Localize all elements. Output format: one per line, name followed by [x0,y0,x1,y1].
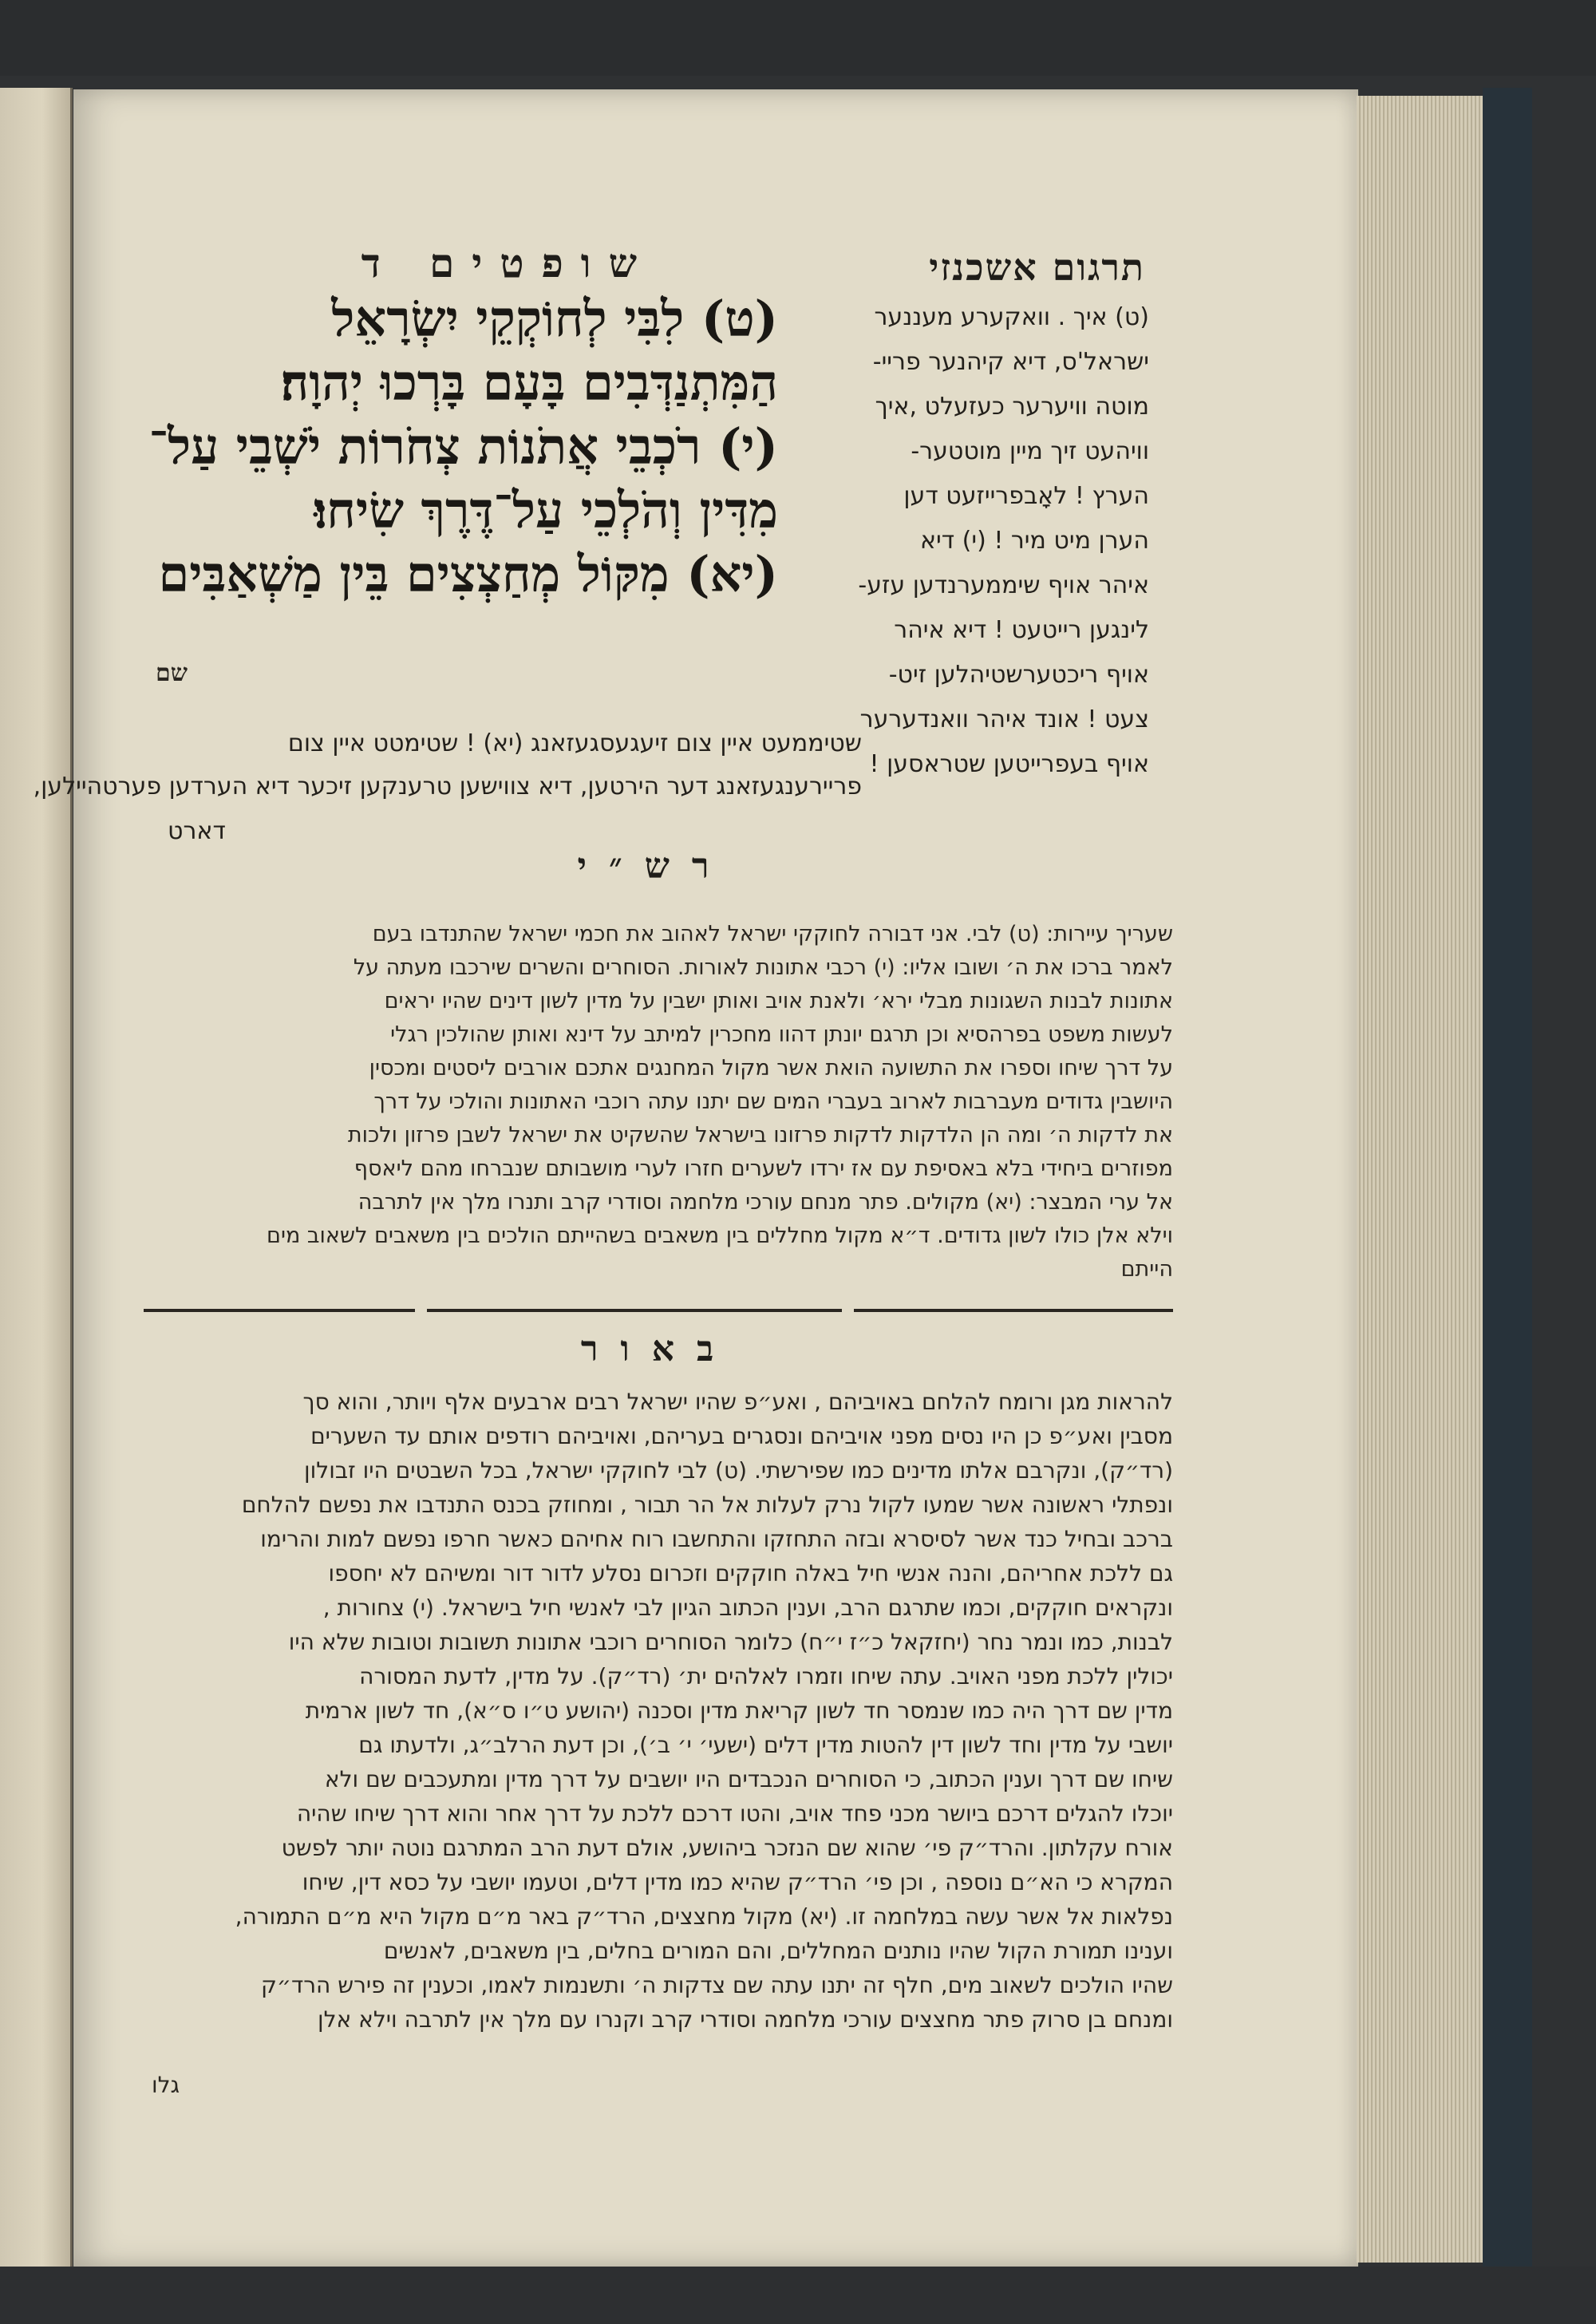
divider-segment [427,1309,842,1312]
targum-cont-line: פריירענגעזאנג דער הירטען, דיא צווישען טרענקען זיכער דיא הערדען פערטהיילען, [33,773,862,800]
biur-line: (רד״ק), ונקרבם אלתו מדינים כמו שפירשתי. (ט) לבי לחוקקי ישראל, בכל השבטים היו זבולון [304,1457,1173,1484]
biur-line: יכולין ללכת מפני האויב. עתה שיחו וזמרו לאלהים ית׳ (רד״ק). על מדין, לדעת המסורה [359,1663,1173,1690]
biur-commentary [144,1385,1173,2223]
verse-block [140,287,778,678]
targum-line: אויף בעפרייטען שטראסען ! [869,750,1149,778]
rashi-line: שעריך עיירות: (ט) לבי. אני דבורה לחוקקי ישראל לאהוב את חכמי ישראל שהתנדבו בעם [372,922,1173,947]
biur-line: נפלאות אל אשר עשה במלחמה זו. (יא) מקול מחצצים, הרד״ק באר מ״ם מקול היא מ״ם התמורה, [235,1903,1173,1930]
rashi-line: היושבין גדודים מעברבות לארוב בעברי המים שם יתנו עתה רוכבי האתונות והולכי על דרך [373,1089,1173,1114]
biur-line: גם ללכת אחריהם, והנה אנשי חיל באלה חוקקים וזכרום נסלע לדור דור ומשיהם לא יחספו [328,1560,1173,1587]
biur-line: מדין שם דרך היה כמו שנמסר חד לשון קריאת מדין וסכנה (יהושע ט״ו ס״א), חד לשון ארמית [305,1698,1173,1724]
scanner-background-bottom [0,2267,1596,2324]
targum-column-title: תרגום אשכנזי [929,246,1145,289]
rashi-line: מפוזרים ביחידי בלא באסיפת עם אז ירדו לשערים חזרו לערי מושבותם שנברחו מהם ליאסף [354,1156,1173,1181]
biur-line: ונפתלי ראשונה אשר שמעו לקול נרק לעלות אל הר תבור , ומחוזק בכנס התנדבו את נפשם להלחם [241,1492,1173,1518]
section-divider [144,1309,1173,1314]
biur-line: יושבי על מדין וחד לשון דין להטות מדין דלים (ישעי׳ י׳ ב׳), וכן דעת הרלב״ג, ולדעתו גם [358,1732,1173,1758]
biur-line: ומנחם בן סרוק פתר מחצצים עורכי מלחמה וסודרי קרב וקנרו עם מלך אין לתרבה וילא אלן [318,2006,1173,2033]
biur-line: ברכב ובחיל כנד אשר לסיסרא ובזה התחזקו והתחשבו רוח אחיהם כאשר חרפו נפשם למות והרימו [260,1526,1173,1552]
verse-line: (ט) לִבִּי לְחוֹקְקֵי יִשְׂרָאֵל [331,290,778,348]
rashi-line: לעשות משפט בפרהסיא וכן תרגם יונתן דהוו מחכרין למיתב על דינא ואותן שהולכין רגלי [390,1022,1173,1047]
biur-line: וענינו תמורת הקול שהיו נותנים המחללים, והם המורים בחלים, בין משאבים, לאנשים [383,1938,1173,1964]
biur-line: ונקראים חוקקים, וכמו שתרגם הרב, וענין הכתוב הגיון לבי לאנשי חיל בישראל. (י) צחורות , [322,1595,1173,1621]
targum-line: איהר אויף שיממערנדען עזע- [858,571,1149,599]
rashi-line: את לדקות ה׳ ומה הן הלדקות לדקות פרזונו בישראל שהשקיט את ישראל לשבן פרזון ולכות [347,1123,1173,1148]
scanner-background [0,0,1596,76]
targum-tail: דארט [168,817,226,845]
rashi-title: רש״י [577,846,732,887]
targum-line: אויף ריכטערשטיהלען זיט- [888,661,1149,689]
biur-line: שיחו שם דרך וענין הכתוב, כי הסוחרים הנכבדים היו יושבים על דרך מדין ומתעכבים שם ולא [324,1766,1173,1792]
biur-line: להראות מגן ורומח להלחם באויביהם , ואע״פ שהיו ישראל רבים ארבעים אלף ויותר, והוא סך [302,1389,1173,1415]
divider-segment [144,1309,415,1312]
targum-line: הערן מיט מיר ! (י) דיא [919,527,1149,555]
targum-line: הערץ ! לאָבפרייזעט דען [903,482,1149,510]
verse-catchword: שם [156,659,188,687]
rashi-commentary [144,918,1173,1301]
divider-segment [854,1309,1173,1312]
rashi-line: אל ערי המבצר: (יא) מקולים. פתר מנחם עורכי מלחמה וסודרי קרב ותנרו מלך אין לתרבה [358,1190,1173,1215]
targum-line: (ט) איך . וואקערע מעננער [874,303,1149,331]
left-page-edge [0,88,73,2267]
verse-line: (י) רֹכְבֵי אֲתֹנוֹת צְחֹרוֹת יֹשְׁבֵי עַל־ [148,417,778,476]
targum-cont-line: שטיממעט איין צום זיעגעסגעזאנג (יא) ! שטימטט איין צום [287,729,862,757]
targum-line: ישראל'ס, דיא קיהנער פריי- [872,348,1149,376]
rashi-line: לאמר ברכו את ה׳ ושובו אליו: (י) רכבי אתונות לאורות. הסוחרים והשרים שירכבו מעתה על [353,955,1173,980]
biur-catchword: גלו [152,2072,180,2098]
page-stack-edge [1357,96,1484,2263]
biur-line: אורח עקלתון. והרד״ק פי׳ שהוא שם הנזכר ביהושע, אולם דעת הרב המתרגם נוטה יותר לפשט [281,1835,1173,1861]
rashi-line: אתונות לבנות השגונות מבלי ירא׳ ולאנת אויב ואותן ישבין על מדין לשון דינים שהיו יראים [384,989,1173,1014]
targum-line: וויהעט זיך מיין מוטטער- [911,437,1149,465]
biur-line: המקרא כי הא״ם נוספה , וכן פי׳ הרד״ק שהיא כמו מדין דלים, וטעמו יושבי על כסא דין, שיחו [302,1869,1173,1895]
verse-line: מִדִּין וְהֹלְכֵי עַל־דֶּרֶךְ שִׂיחוּ׃ [314,481,778,540]
biur-line: שהיו הולכים לשאוב מים, חלף זה יתנו עתה שם צדקות ה׳ ותשנמות לאמו, וכענין זה פירש הרד״ק [261,1972,1173,1998]
rashi-line: על דרך שיחו וספרו את התשועה הואת אשר מקול המחנגים אתכם אורבים ליסטים ומכסין [369,1056,1173,1081]
rashi-line: הייתם [1120,1257,1173,1282]
book-running-title: שופטים ד [361,239,654,287]
targum-continuation [33,722,862,808]
biur-line: יוכלו להגלים דרכם ביושר מכני פחד אויב, והטו דרכם ללכת על דרך אחר והוא דרך שיחו שהיה [296,1800,1173,1827]
verse-line: הַמִּתְנַדְּבִים בָּעָם בָּרְכוּ יְהוָה׃ [280,354,778,412]
biur-line: מסבין ואע״פ כן היו נסים מפני אויביהם ונסגרים בעריהם, ואויביהם רודפים אותם עד השערים [310,1423,1173,1449]
book-cover-edge [1483,88,1532,2279]
biur-line: לבנות, כמו ונמר נחר (יחזקאל כ״ז י״ח) כלומר הסוחרים רוכבי אתונות תשובות וטובות שלא היו [288,1629,1173,1655]
targum-line: צעט ! אונד איהר וואנדערער [859,706,1149,733]
targum-line: לינגען רייטעט ! דיא איהר [894,616,1149,644]
targum-line: מוטה וויערער כעזעלט ,איך [875,393,1149,421]
rashi-line: וילא אלן כולו לשון גדודים. ד״א מקול מחללים בין משאבים בשהייתם הולכים בין משאבים לשאוב מים [267,1223,1173,1248]
verse-line: (יא) מִקּוֹל מְחַצְצִים בֵּין מַשְׁאַבִּים [158,545,778,603]
biur-title: באור [580,1329,737,1370]
